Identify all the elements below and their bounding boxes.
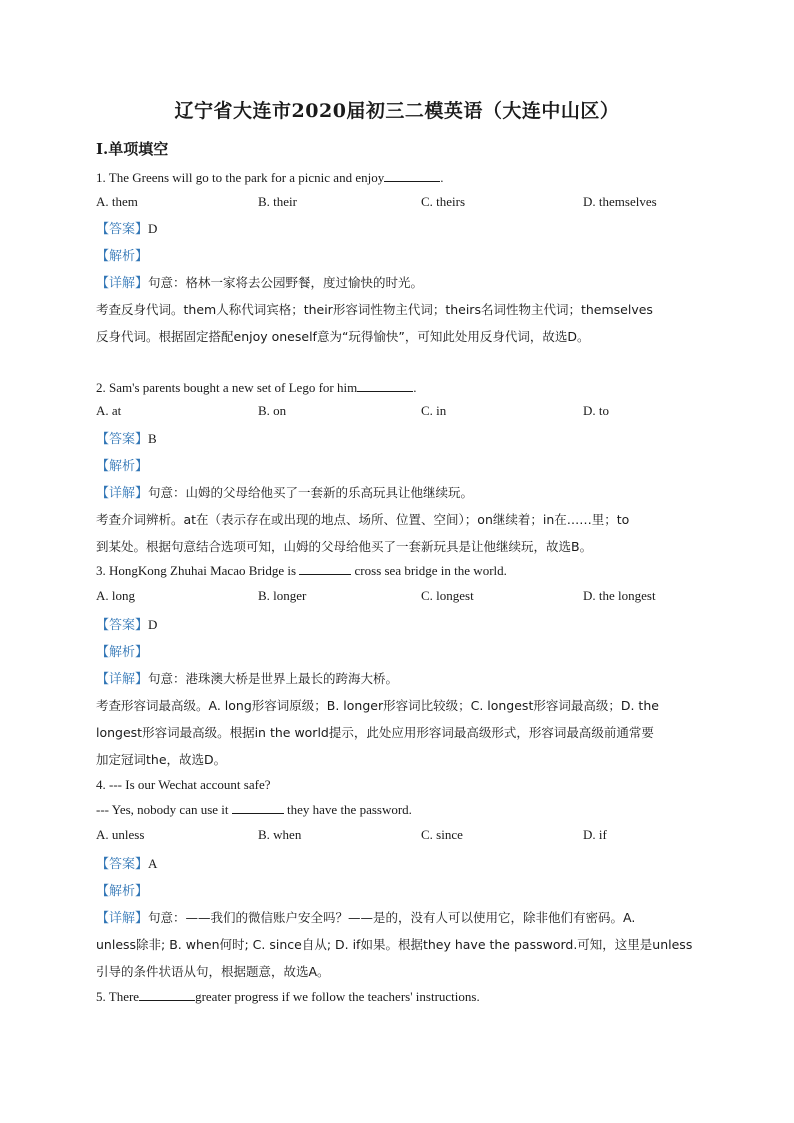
detail-label: 【详解】 <box>96 276 149 291</box>
detail-line <box>96 668 398 687</box>
answer-blank <box>299 563 351 575</box>
answer-blank <box>384 170 440 182</box>
question-stem <box>96 170 443 186</box>
answer-line <box>96 614 157 633</box>
analysis-label: 【解析】 <box>96 249 149 264</box>
answer-value: B <box>148 431 157 446</box>
document-title: 辽宁省大连市2020届初三二模英语（大连中山区） <box>174 100 620 122</box>
analysis-label: 【解析】 <box>96 884 149 899</box>
option-a: A. them <box>96 194 138 209</box>
stem-text-after: . <box>440 170 444 185</box>
stem-text: --- Yes, nobody can use it <box>96 802 229 817</box>
answer-label: 【答案】 <box>96 222 149 237</box>
answer-value: A <box>148 856 158 871</box>
detail-label: 【详解】 <box>96 486 149 501</box>
option-a: A. unless <box>96 827 145 842</box>
question-stem-line-1: 4. --- Is our Wechat account safe? <box>96 777 271 792</box>
detail-text: 句意：——我们的微信账户安全吗？——是的，没有人可以使用它，除非他们有密码。A. <box>148 910 636 925</box>
answer-label: 【答案】 <box>96 857 149 872</box>
stem-text: 2. Sam's parents bought a new set of Lego for him <box>96 380 358 395</box>
option-b: B. when <box>258 827 302 842</box>
answer-line <box>96 853 157 872</box>
detail-label: 【详解】 <box>96 672 149 687</box>
analysis-line <box>96 880 148 899</box>
option-c: C. in <box>421 403 447 418</box>
question-stem <box>96 380 416 396</box>
stem-text-after: cross sea bridge in the world. <box>354 563 507 578</box>
detail-text: 句意：格林一家将去公园野餐，度过愉快的时光。 <box>148 275 424 290</box>
answer-blank <box>139 989 195 1001</box>
question-stem <box>96 802 412 818</box>
detail-line <box>96 272 423 291</box>
stem-text: 1. The Greens will go to the park for a picnic and enjoy <box>96 170 385 185</box>
stem-text-after: greater progress if we follow the teachers' instructions. <box>195 989 480 1004</box>
stem-text-after: . <box>413 380 417 395</box>
answer-blank <box>357 380 413 392</box>
option-c: C. longest <box>421 588 474 603</box>
explanation-line: 考查反身代词。them人称代词宾格；their形容词性物主代词；theirs名词性物主代词；themselves <box>96 302 653 317</box>
detail-label: 【详解】 <box>96 911 149 926</box>
analysis-line <box>96 455 148 474</box>
explanation-line: unless除非; B. when何时; C. since自从; D. if如果。根据they have the password.可知，这里是unless <box>96 937 693 952</box>
answer-line <box>96 218 157 237</box>
option-b: B. their <box>258 194 297 209</box>
explanation-line: longest形容词最高级。根据in the world提示，此处应用形容词最高级形式，形容词最高级前通常要 <box>96 725 654 740</box>
detail-line <box>96 907 635 926</box>
explanation-line: 到某处。根据句意结合选项可知，山姆的父母给他买了一套新玩具是让他继续玩，故选B。 <box>96 539 593 554</box>
detail-text: 句意：山姆的父母给他买了一套新的乐高玩具让他继续玩。 <box>148 485 474 500</box>
answer-label: 【答案】 <box>96 618 149 633</box>
stem-text: 3. HongKong Zhuhai Macao Bridge is <box>96 563 297 578</box>
option-b: B. longer <box>258 588 307 603</box>
answer-line <box>96 428 157 447</box>
option-d: D. to <box>583 403 609 418</box>
stem-text: 5. There <box>96 989 140 1004</box>
explanation-line: 考查形容词最高级。A. long形容词原级；B. longer形容词比较级；C. longest形容词最高级；D. the <box>96 698 659 713</box>
analysis-line <box>96 245 148 264</box>
analysis-line <box>96 641 148 660</box>
analysis-label: 【解析】 <box>96 645 149 660</box>
detail-text: 句意：港珠澳大桥是世界上最长的跨海大桥。 <box>148 671 399 686</box>
option-a: A. at <box>96 403 122 418</box>
answer-value: D <box>148 617 158 632</box>
analysis-label: 【解析】 <box>96 459 149 474</box>
question-stem <box>96 989 480 1005</box>
question-stem <box>96 563 507 579</box>
answer-value: D <box>148 221 158 236</box>
option-c: C. since <box>421 827 463 842</box>
stem-text-after: they have the password. <box>287 802 412 817</box>
explanation-line: 加定冠词the，故选D。 <box>96 752 227 767</box>
option-d: D. themselves <box>583 194 657 209</box>
explanation-line: 反身代词。根据固定搭配enjoy oneself意为“玩得愉快”，可知此处用反身代词，故选D。 <box>96 329 590 344</box>
answer-label: 【答案】 <box>96 432 149 447</box>
option-a: A. long <box>96 588 135 603</box>
section-heading: I.单项填空 <box>96 140 169 158</box>
explanation-line: 考查介词辨析。at在（表示存在或出现的地点、场所、位置、空间）；on继续着；in在……里；to <box>96 512 630 527</box>
explanation-line: 引导的条件状语从句，根据题意，故选A。 <box>96 964 330 979</box>
option-d: D. if <box>583 827 607 842</box>
answer-blank <box>232 802 284 814</box>
option-d: D. the longest <box>583 588 656 603</box>
detail-line <box>96 482 473 501</box>
option-b: B. on <box>258 403 287 418</box>
option-c: C. theirs <box>421 194 466 209</box>
